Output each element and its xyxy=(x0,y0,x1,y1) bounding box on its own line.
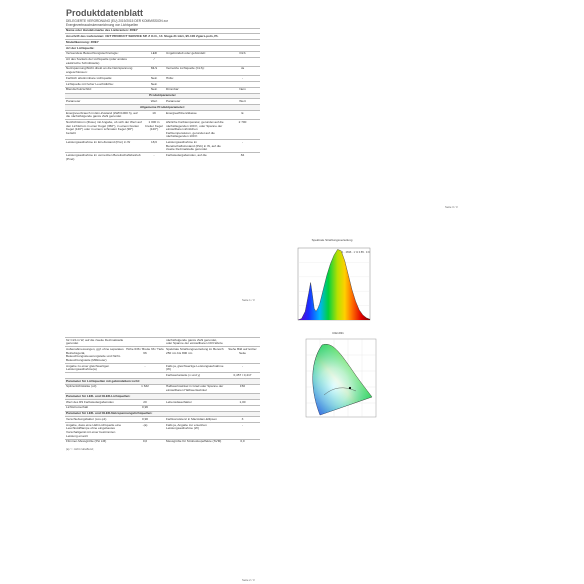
section-params: Produktparameter xyxy=(65,93,260,99)
cie-title: CIE1931 xyxy=(332,331,344,335)
cell: Energieverbrauch im Ein-Zustand (kWh/1000 h), auf die nächstfolgende ganze Zahl gerundet xyxy=(65,110,143,119)
cell: Farbkonsistenz in MacAdam-Ellipsen xyxy=(165,417,225,423)
cell: 0,0 xyxy=(225,439,260,444)
cell: Farblich abstimmbare Lichtquelle: xyxy=(65,76,143,82)
cell: Lichtstromerhalt xyxy=(65,405,125,411)
table-row xyxy=(65,66,260,75)
section-led: Parameter für LED- und OLED-Lichtquellen: xyxy=(65,394,260,400)
cell xyxy=(225,338,260,347)
cell: 0,90 xyxy=(125,417,165,423)
table-row xyxy=(65,439,260,444)
cell: Spitzenlichtstärke (cd) xyxy=(65,384,125,393)
cell: - xyxy=(225,76,260,82)
cell: -(a) xyxy=(125,423,165,440)
cell: Nein xyxy=(225,87,260,93)
table-row xyxy=(65,363,260,372)
cell: Wert des R9 Farbwiedergabeindex xyxy=(65,400,125,406)
cell: Nein xyxy=(143,87,165,93)
spectrum-title: Spektrale Strahlungsverteilung xyxy=(311,238,353,242)
datasheet-table-1 xyxy=(65,28,260,162)
cell: Dimmbar: xyxy=(165,87,225,93)
cell: Siehe Bild auf letzter Seite xyxy=(225,347,260,364)
cell: Leistungsaufnahme im Ein-Zustand (Pon) in W xyxy=(65,140,143,153)
section-general: Allgemeine Produktparameter: xyxy=(65,105,260,111)
cell: 2 700 xyxy=(225,120,260,140)
supplier-address: Anschrift des Lieferanten: CET PRODUCT SERVICE SP. Z O.O., Ul. Sluga 21 lok1, 95-100 Zgierz-poln, PL xyxy=(65,34,260,40)
cell: Spektrale Strahlungsverteilung im Bereich 250 nm bis 800 nm xyxy=(165,347,225,364)
cell: Höhe 636 / Breite 66 / Tiefe 66 xyxy=(125,347,165,364)
cell: 0,96 xyxy=(125,405,165,411)
cell: 150 xyxy=(225,384,260,393)
cell: ähnliche Farbtemperatur, gerundet auf die nächstliegenden 100 K, oder Spanne der einstellbaren ähnlichen Farbtemperaturen, gerundet auf die nächstliegenden 100 K xyxy=(166,119,224,139)
page-number-1: Seite 1 / 3 xyxy=(242,298,255,302)
cell: Nein xyxy=(143,82,165,88)
cell: / xyxy=(143,57,165,66)
cell: Messgröße für Stroboskopeffekte (SVM) xyxy=(165,439,225,444)
table-row xyxy=(65,347,260,364)
table-row xyxy=(65,384,260,393)
chromaticity-point xyxy=(349,387,351,389)
cell: Ja xyxy=(225,66,260,75)
cell: 0,0 xyxy=(125,439,165,444)
cell: LED xyxy=(143,51,165,57)
cell: MLS xyxy=(143,66,165,75)
spectrum-chart xyxy=(290,242,374,332)
cell: Nutzlichtstrom (Φuse) mit Angabe, ob sich der Wert auf den Lichtstrom in einer Kugel (360°), in einem breiten Kegel (120°) oder in einem schmalen Kegel (90°) bezieht xyxy=(65,120,143,140)
regulation-header-1: DELEGIERTE VERORDNUNG (EU) 2019/2015 DER KOMMISSION zur xyxy=(66,19,168,23)
page-number-2: Seite 2 / 3 xyxy=(242,578,255,582)
cell: 1 632 xyxy=(125,384,165,393)
cell: Nein xyxy=(143,76,165,82)
cell: Falls ja, gleichwertige Leistungsaufnahme (W) xyxy=(166,363,224,372)
supplier-name: Name oder Handelsmarke des Lieferanten: ZREY xyxy=(65,28,260,34)
col-header: Wert xyxy=(143,99,165,105)
cell: Vernetzte Lichtquelle (CLS): xyxy=(165,66,225,75)
col-header: Parameter xyxy=(65,99,143,105)
cell: Hülle: xyxy=(165,76,225,82)
cell: Blendschutzschild: xyxy=(65,87,143,93)
cell: Verwendete Beleuchtungstechnologie: xyxy=(65,51,143,57)
section-mains: Parameter für LED- und OLED-Netzspannungslichtquellen: xyxy=(65,411,260,417)
spectrum-legend: 1 . 2696 . 1 % 0.85 . 0.9 xyxy=(342,251,370,254)
cell: Falls ja, Angabe zur ersetzten Leistungsaufnahme (W) xyxy=(165,423,225,440)
cell: Leistungsaufnahme im Bereitschaftszustand (Psb) in W, auf die zweite Dezimalstelle gerundet xyxy=(165,140,225,153)
cell: 84 xyxy=(225,153,260,162)
cell: Energieeffizienzklasse xyxy=(165,110,225,119)
cell: 19 xyxy=(143,110,165,119)
section-type: Art der Lichtquelle: xyxy=(65,45,260,51)
cell: 0,457 / 0,417 xyxy=(225,373,260,379)
page-title: Produktdatenblatt xyxy=(66,8,144,18)
cell: Leistungsaufnahme im vernetzten Bereitschaftsbetrieb (Pnet) xyxy=(65,153,143,162)
table-row xyxy=(65,140,260,153)
cell: Angabe zu einer gleichwertigen Leistungsaufnahme(a) xyxy=(65,363,125,372)
cell: 20 xyxy=(125,400,165,406)
cell: E xyxy=(225,110,260,119)
cell: 18,6 xyxy=(143,140,165,153)
cell: Flimmer-Messgröße (Pst LM) xyxy=(65,439,125,444)
datasheet-page-1 xyxy=(63,5,263,307)
section-dls: Parameter für Lichtquellen mit gebündeltem Licht: xyxy=(65,379,260,385)
cell: 1,00 xyxy=(225,400,260,406)
col-header: Wert xyxy=(225,99,260,105)
regulation-header-2: Energieverbrauchskennzeichnung von Lichtquellen xyxy=(66,22,139,27)
cell: DLS xyxy=(225,51,260,57)
cell: Lichtquelle mit hoher Leuchtdichte: xyxy=(65,82,143,88)
cell xyxy=(125,338,165,347)
cell: - xyxy=(125,363,165,372)
cell xyxy=(225,57,260,66)
cell: 1 000 in breiter Kegel (120°) xyxy=(143,120,165,140)
table-row xyxy=(65,110,260,119)
cell xyxy=(165,57,225,66)
cell: - xyxy=(225,140,260,153)
cell: Ungebündelt oder gebündelt: xyxy=(165,51,225,57)
cell: Farbwertanteile (x und y) xyxy=(165,373,225,379)
datasheet-page-2 xyxy=(63,337,263,584)
footnote: (a) '-': nicht zutreffend; xyxy=(66,446,94,451)
cell: Netzspannung/Nicht direkt an die Netzspannung angeschlossen: xyxy=(65,66,143,75)
page-number-3: Seite 3 / 3 xyxy=(445,205,458,209)
col-header: Parameter xyxy=(165,99,225,105)
cell: - xyxy=(225,363,260,372)
cie-figure xyxy=(298,331,378,432)
cell: nächstfolgende ganze Zahl gerundet, oder Spanne der einstellbaren CRI-Werte xyxy=(165,338,225,347)
table-row xyxy=(65,423,260,440)
cell: Angabe, dass eine LED-Lichtquelle eine Leuchtstofflampe ohne eingebautes Vorschaltgerät mit einer bestimmten Leistung ersetzt xyxy=(65,423,125,440)
datasheet-table-2 xyxy=(65,337,260,445)
cell: Halbwertswinkel in Grad oder Spanne der einstellbaren Halbwertswinkel xyxy=(166,384,224,393)
spectrum-figure xyxy=(290,238,374,337)
cell: - xyxy=(143,153,165,162)
cell: 3 xyxy=(225,417,260,423)
table-row xyxy=(65,57,260,66)
cell: für CLS in W, auf die zweite Dezimalstelle gerundet xyxy=(66,337,124,346)
model-id: Modellkennung: ZREY xyxy=(65,40,260,46)
cell: Lebensdauerfaktor xyxy=(165,400,225,406)
table-row xyxy=(65,153,260,162)
cell: Farbwiedergabeindex, auf die xyxy=(165,153,225,162)
cie-diagram xyxy=(298,335,378,427)
cell: Außenabmessungen, ggf. ohne separates Betriebsgerät, Beleuchtungssteuerungsteile und Nicht-Beleuchtungsteile (Millimeter) xyxy=(66,346,124,362)
cell: Verschiebungsfaktor (cos φ1) xyxy=(65,417,125,423)
table-row xyxy=(65,120,260,140)
cell: Art des Sockels der Lichtquelle (oder andere elektrische Schnittstelle) xyxy=(65,57,143,66)
table-row xyxy=(65,338,260,347)
cell: - xyxy=(225,423,260,440)
